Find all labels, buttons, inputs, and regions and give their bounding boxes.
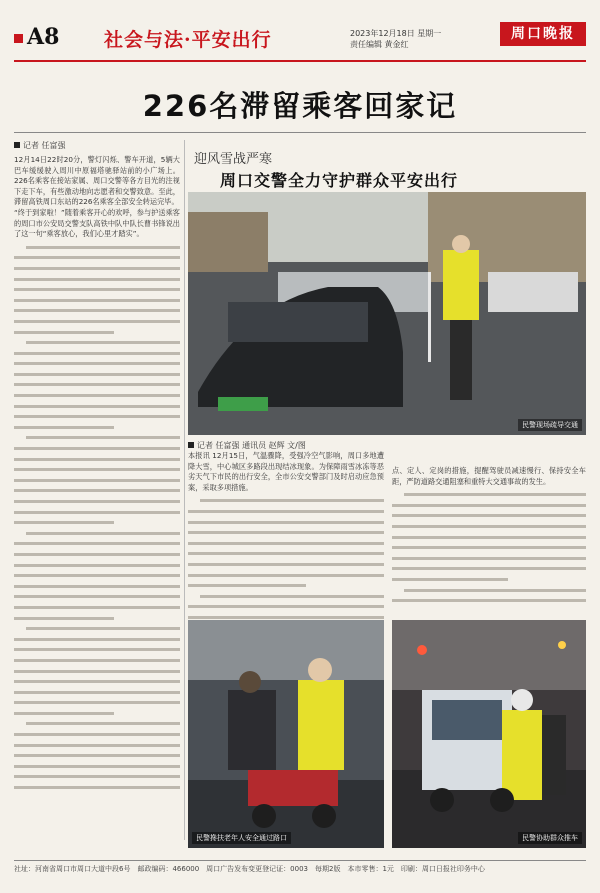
text-line-placeholder bbox=[14, 750, 180, 761]
text-line-placeholder bbox=[14, 528, 180, 539]
text-line-placeholder bbox=[14, 634, 180, 645]
text-line-placeholder bbox=[14, 507, 180, 518]
text-line-placeholder bbox=[392, 500, 586, 511]
headline-rule bbox=[14, 132, 586, 133]
text-line-placeholder bbox=[14, 538, 180, 549]
text-line-placeholder bbox=[14, 252, 180, 263]
footer-rule bbox=[14, 860, 586, 861]
text-line-placeholder bbox=[14, 316, 180, 327]
text-line-placeholder bbox=[14, 411, 180, 422]
masthead bbox=[0, 0, 600, 62]
issue-date: 2023年12月18日 星期一 bbox=[350, 29, 442, 38]
text-line-placeholder bbox=[14, 432, 180, 443]
left-second-paragraph: “终于到家啦！”随着乘客开心的欢呼，参与护送乘客的周口市公安局交警支队高铁中队中队长曹书锋说出了这一句“乘客放心，我们心里才踏实”。 bbox=[14, 207, 180, 239]
text-line-placeholder bbox=[188, 517, 384, 528]
text-line-placeholder bbox=[188, 548, 384, 559]
text-line-placeholder bbox=[14, 358, 180, 369]
byline-left-text: 记者 任富强 bbox=[23, 141, 66, 150]
main-photo-art bbox=[188, 192, 586, 435]
issue-meta bbox=[350, 28, 441, 50]
text-line-placeholder bbox=[14, 401, 180, 412]
text-line-placeholder bbox=[188, 527, 384, 538]
bottom-left-caption: 民警搀扶老年人安全通过路口 bbox=[192, 832, 291, 844]
byline-mid bbox=[188, 440, 384, 451]
text-line-placeholder bbox=[14, 623, 180, 634]
text-line-placeholder bbox=[392, 563, 586, 574]
bottom-right-caption: 民警协助群众推车 bbox=[518, 832, 582, 844]
text-line-placeholder bbox=[14, 560, 180, 571]
text-line-placeholder bbox=[392, 521, 586, 532]
section-title: 社会与法·平安出行 bbox=[104, 29, 272, 51]
bottom-right-photo-art bbox=[392, 620, 586, 848]
text-line-placeholder bbox=[188, 495, 384, 506]
text-line-placeholder bbox=[188, 506, 384, 517]
text-line-placeholder bbox=[14, 379, 180, 390]
page-marker bbox=[14, 34, 23, 43]
text-line-placeholder bbox=[392, 510, 586, 521]
text-line-placeholder bbox=[14, 517, 180, 528]
text-line-placeholder bbox=[14, 337, 180, 348]
text-line-placeholder bbox=[188, 591, 384, 602]
text-line-placeholder bbox=[14, 443, 180, 454]
kicker: 迎风雪战严寒 bbox=[194, 152, 273, 167]
left-column bbox=[14, 140, 180, 793]
main-photo bbox=[188, 192, 586, 435]
left-intro-paragraph: 12月14日22时20分，警灯闪烁、警车开道，5辆大巴车缓缓驶入周川中原福塔驰驿站前的小广场上。226名乘客在接站家属、周口交警等各方目光的注视下走下车，有些激动地向志愿者和交警致意。至此，滞留高铁周口东站的226名乘客全部安全转运完毕。 bbox=[14, 155, 180, 207]
text-line-placeholder bbox=[14, 295, 180, 306]
text-line-placeholder bbox=[14, 602, 180, 613]
text-line-placeholder bbox=[188, 559, 384, 570]
subhead: 周口交警全力守护群众平安出行 bbox=[220, 171, 459, 190]
text-line-placeholder bbox=[14, 687, 180, 698]
text-line-placeholder bbox=[392, 532, 586, 543]
text-line-placeholder bbox=[14, 305, 180, 316]
text-line-placeholder bbox=[14, 348, 180, 359]
byline-left bbox=[14, 140, 180, 151]
text-line-placeholder bbox=[392, 574, 586, 585]
issue-editor: 责任编辑 黄金红 bbox=[350, 40, 409, 49]
left-column-body bbox=[14, 242, 180, 793]
newspaper-logo: 周口晚报 bbox=[500, 22, 586, 46]
text-line-placeholder bbox=[14, 549, 180, 560]
text-line-placeholder bbox=[14, 613, 180, 624]
text-line-placeholder bbox=[392, 553, 586, 564]
text-line-placeholder bbox=[14, 697, 180, 708]
page-number bbox=[14, 24, 59, 50]
text-line-placeholder bbox=[14, 581, 180, 592]
text-line-placeholder bbox=[14, 242, 180, 253]
text-line-placeholder bbox=[188, 601, 384, 612]
right-column-body bbox=[392, 489, 586, 606]
footer: 社址：河南省周口市周口大道中段6号 邮政编码：466000 周口广告发布变更登记证：0003 每期2版 本市零售：1元 印刷：周口日报社印务中心 bbox=[14, 865, 485, 873]
text-line-placeholder bbox=[14, 740, 180, 751]
text-line-placeholder bbox=[14, 284, 180, 295]
text-line-placeholder bbox=[14, 718, 180, 729]
text-line-placeholder bbox=[188, 580, 384, 591]
text-line-placeholder bbox=[392, 542, 586, 553]
text-line-placeholder bbox=[14, 496, 180, 507]
text-line-placeholder bbox=[14, 761, 180, 772]
page-number-text: A8 bbox=[27, 24, 60, 50]
right-column bbox=[392, 466, 586, 606]
text-line-placeholder bbox=[14, 390, 180, 401]
text-line-placeholder bbox=[14, 327, 180, 338]
mid-intro-paragraph: 本报讯 12月15日，气温骤降，受强冷空气影响，周口多地遭降大雪，中心城区多路段出现结冰现象。为保障雨雪冰冻等恶劣天气下市民的出行安全，全市公安交警部门及时启动应急预案，采取多项措施。 bbox=[188, 451, 384, 492]
text-line-placeholder bbox=[14, 464, 180, 475]
main-photo-caption: 民警现场疏导交通 bbox=[518, 419, 582, 431]
middle-column bbox=[188, 440, 384, 633]
text-line-placeholder bbox=[14, 676, 180, 687]
text-line-placeholder bbox=[14, 708, 180, 719]
headline: 226名滞留乘客回家记 bbox=[142, 89, 458, 123]
text-line-placeholder bbox=[14, 771, 180, 782]
text-line-placeholder bbox=[14, 655, 180, 666]
bottom-left-photo bbox=[188, 620, 384, 848]
text-line-placeholder bbox=[392, 585, 586, 596]
right-intro-paragraph: 点、定人、定岗的措施，提醒驾驶员减速慢行、保持安全车距，严防道路交通阻塞和重特大交通事故的发生。 bbox=[392, 466, 586, 486]
text-line-placeholder bbox=[14, 570, 180, 581]
byline-marker bbox=[188, 442, 194, 448]
text-line-placeholder bbox=[14, 369, 180, 380]
text-line-placeholder bbox=[14, 263, 180, 274]
text-line-placeholder bbox=[392, 595, 586, 606]
text-line-placeholder bbox=[392, 489, 586, 500]
text-line-placeholder bbox=[14, 475, 180, 486]
text-line-placeholder bbox=[14, 422, 180, 433]
text-line-placeholder bbox=[14, 485, 180, 496]
text-line-placeholder bbox=[14, 666, 180, 677]
byline-mid-text: 记者 任富强 通讯员 赵辉 文/图 bbox=[197, 441, 306, 450]
text-line-placeholder bbox=[14, 729, 180, 740]
masthead-rule bbox=[14, 60, 586, 62]
text-line-placeholder bbox=[14, 274, 180, 285]
column-divider bbox=[184, 140, 185, 840]
text-line-placeholder bbox=[14, 454, 180, 465]
text-line-placeholder bbox=[14, 591, 180, 602]
bottom-right-photo bbox=[392, 620, 586, 848]
text-line-placeholder bbox=[14, 644, 180, 655]
bottom-left-photo-art bbox=[188, 620, 384, 848]
middle-column-body bbox=[188, 495, 384, 633]
text-line-placeholder bbox=[188, 538, 384, 549]
text-line-placeholder bbox=[14, 782, 180, 793]
text-line-placeholder bbox=[188, 570, 384, 581]
byline-marker bbox=[14, 142, 20, 148]
